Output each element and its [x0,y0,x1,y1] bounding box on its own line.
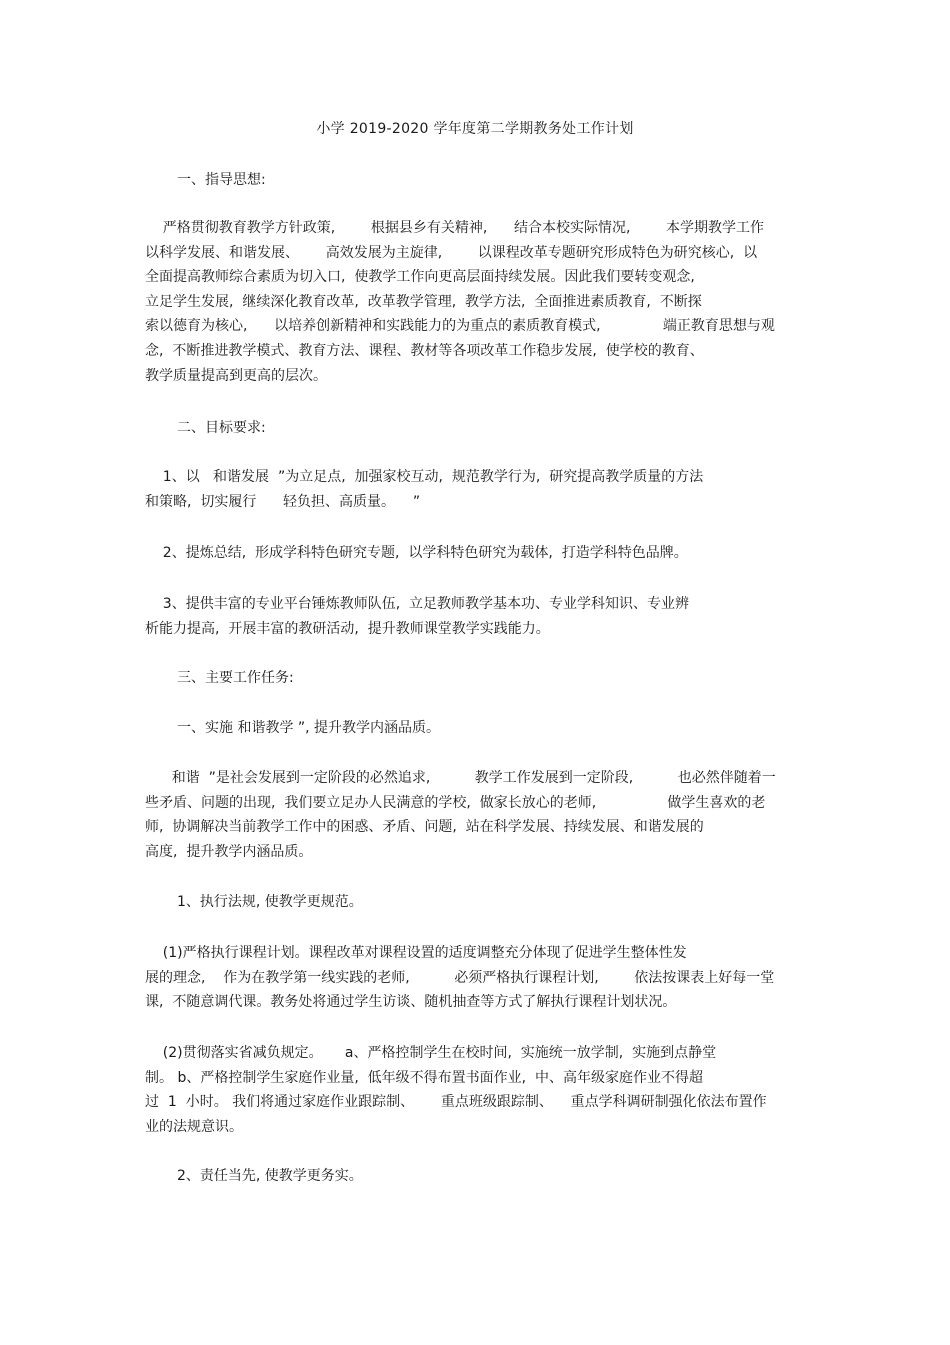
section-heading-guiding-thought: 一、指导思想: [177,172,266,188]
text-line: 些矛盾、问题的出现, 我们要立足办人民满意的学校, 做家长放心的老师, 做学生喜欢的老 [145,794,766,811]
text-line: 课, 不随意调代课。教务处将通过学生访谈、随机抽查等方式了解执行课程计划状况。 [145,994,677,1011]
subsection-heading-harmony-teaching: 一、实施 和谐教学 ”, 提升教学内涵品质。 [177,720,441,736]
paragraph-burden-reduction [145,1041,805,1139]
point-heading-responsibility: 2、责任当先, 使教学更务实。 [177,1168,363,1184]
text-line: 过 1 小时。 我们将通过家庭作业跟踪制、 重点班级跟踪制、 重点学科调研制强化依法布置作 [145,1094,767,1111]
text-line: 1、以 和谐发展 ”为立足点, 加强家校互动, 规范教学行为, 研究提高教学质量的方法 [145,469,704,485]
text-line: 析能力提高, 开展丰富的教研活动, 提升教师课堂教学实践能力。 [145,620,550,637]
text-line: 高度, 提升教学内涵品质。 [145,843,313,860]
text-line: 教学质量提高到更高的层次。 [145,367,327,384]
paragraph-goal-1 [145,465,805,514]
text-line: 索以德育为核心, 以培养创新精神和实践能力的为重点的素质教育模式, 端正教育思想与观 [145,318,775,335]
paragraph-guiding-thought [145,216,805,388]
text-line: 念, 不断推进教学模式、教育方法、课程、教材等各项改革工作稳步发展, 使学校的教育、 [145,342,704,359]
text-line: 全面提高教师综合素质为切入口, 使教学工作向更高层面持续发展。因此我们要转变观念, [145,269,695,286]
text-line: 3、提供丰富的专业平台锤炼教师队伍, 立足教师教学基本功、专业学科知识、专业辨 [145,596,690,612]
section-heading-main-tasks: 三、主要工作任务: [177,670,294,686]
text-line: 立足学生发展, 继续深化教育改革, 改革教学管理, 教学方法, 全面推进素质教育, 不断探 [145,293,702,310]
text-line: 展的理念, 作为在教学第一线实践的老师, 必须严格执行课程计划, 依法按课表上好每一堂 [145,969,775,986]
paragraph-goal-2 [145,541,805,566]
section-heading-goals: 二、目标要求: [177,420,266,436]
text-line: 业的法规意识。 [145,1118,243,1135]
text-line: 2、提炼总结, 形成学科特色研究专题, 以学科特色研究为载体, 打造学科特色品牌。 [145,545,688,561]
text-line: 师, 协调解决当前教学工作中的困惑、矛盾、问题, 站在科学发展、持续发展、和谐发展的 [145,819,704,836]
point-heading-regulations: 1、执行法规, 使教学更规范。 [177,894,363,910]
paragraph-harmony [145,766,805,864]
text-line: 和策略, 切实履行 轻负担、高质量。 ” [145,493,421,510]
paragraph-curriculum-plan [145,941,805,1015]
text-line: 和谐 ”是社会发展到一定阶段的必然追求, 教学工作发展到一定阶段, 也必然伴随着一 [145,770,776,786]
paragraph-goal-3 [145,592,805,641]
text-line: 严格贯彻教育教学方针政策, 根据县乡有关精神, 结合本校实际情况, 本学期教学工作 [145,220,765,236]
text-line: (1)严格执行课程计划。课程改革对课程设置的适度调整充分体现了促进学生整体性发 [145,945,687,961]
document-title: 小学 2019-2020 学年度第二学期教务处工作计划 [316,121,634,137]
text-line: 以科学发展、和谐发展、 高效发展为主旋律, 以课程改革专题研究形成特色为研究核心, 以 [145,244,758,261]
text-line: 制。 b、严格控制学生家庭作业量, 低年级不得布置书面作业, 中、高年级家庭作业不得超 [145,1069,704,1086]
text-line: (2)贯彻落实省减负规定。 a、严格控制学生在校时间, 实施统一放学制, 实施到点静堂 [145,1045,717,1061]
